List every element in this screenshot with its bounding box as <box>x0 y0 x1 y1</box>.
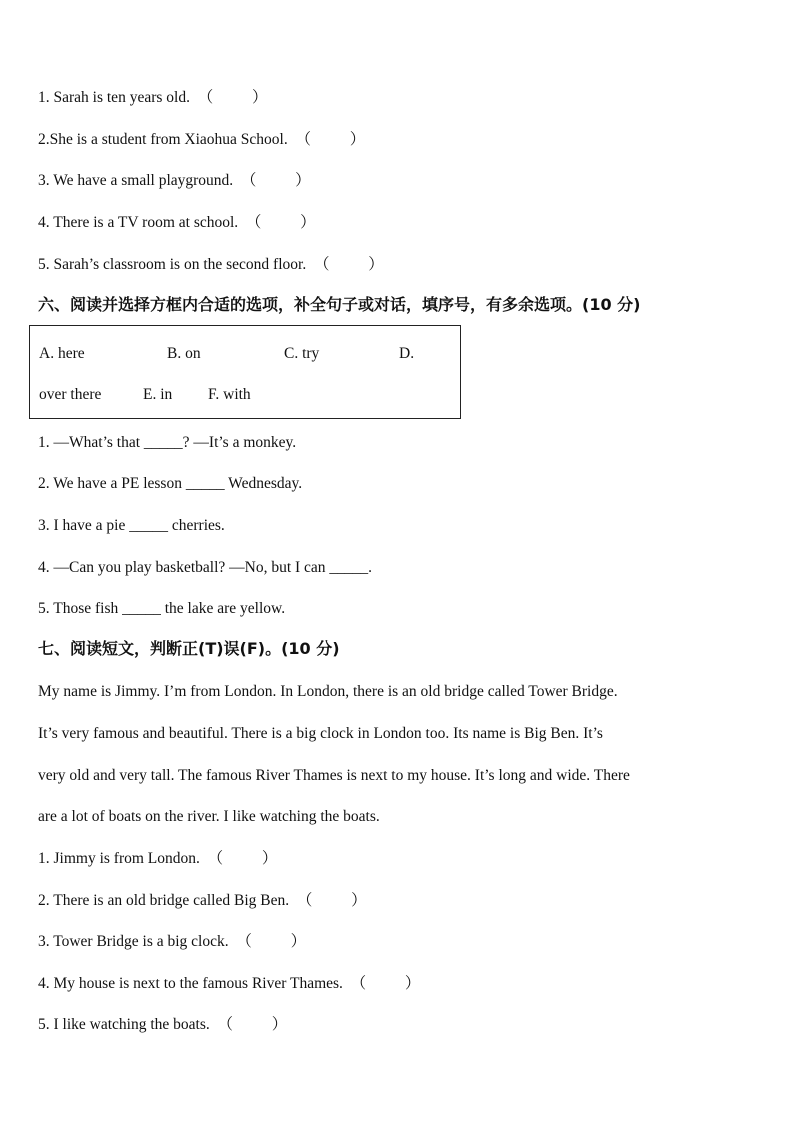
judge-item-2: 2. There is an old bridge called Big Ben. （ ） <box>38 892 367 909</box>
option-d-text: over there <box>39 386 102 403</box>
fill-item-2: 2. We have a PE lesson _____ Wednesday. <box>38 475 303 492</box>
options-box <box>29 325 461 419</box>
judge-item-3: 3. Tower Bridge is a big clock. （ ） <box>38 933 307 950</box>
section-7-heading: 七、阅读短文，判断正(T)误(F)。(10 分) <box>38 639 340 658</box>
option-d-letter: D. <box>399 345 415 362</box>
tf-item-2: 2.She is a student from Xiaohua School. （ ） <box>38 131 366 148</box>
option-b: B. on <box>167 345 201 362</box>
tf-item-1: 1. Sarah is ten years old. （ ） <box>38 89 268 106</box>
option-a: A. here <box>39 345 85 362</box>
passage-line-1: My name is Jimmy. I’m from London. In London, there is an old bridge called Tower Bridge. <box>38 683 618 700</box>
option-e: E. in <box>143 386 173 403</box>
tf-item-5: 5. Sarah’s classroom is on the second floor. （ ） <box>38 256 384 273</box>
option-c: C. try <box>284 345 320 362</box>
judge-item-4: 4. My house is next to the famous River Thames. （ ） <box>38 975 421 992</box>
section-6-heading: 六、阅读并选择方框内合适的选项，补全句子或对话，填序号，有多余选项。(10 分) <box>38 295 641 314</box>
fill-item-1: 1. —What’s that _____? —It’s a monkey. <box>38 434 297 451</box>
judge-item-1: 1. Jimmy is from London. （ ） <box>38 850 278 867</box>
passage-line-3: very old and very tall. The famous River Thames is next to my house. It’s long and wide. There <box>38 767 630 784</box>
tf-item-4: 4. There is a TV room at school. （ ） <box>38 214 316 231</box>
fill-item-5: 5. Those fish _____ the lake are yellow. <box>38 600 286 617</box>
fill-item-4: 4. —Can you play basketball? —No, but I can _____. <box>38 559 373 576</box>
option-f: F. with <box>208 386 251 403</box>
tf-item-3: 3. We have a small playground. （ ） <box>38 172 311 189</box>
passage-line-4: are a lot of boats on the river. I like watching the boats. <box>38 808 380 825</box>
judge-item-5: 5. I like watching the boats. （ ） <box>38 1016 288 1033</box>
passage-line-2: It’s very famous and beautiful. There is a big clock in London too. Its name is Big Ben. It’s <box>38 725 603 742</box>
fill-item-3: 3. I have a pie _____ cherries. <box>38 517 225 534</box>
